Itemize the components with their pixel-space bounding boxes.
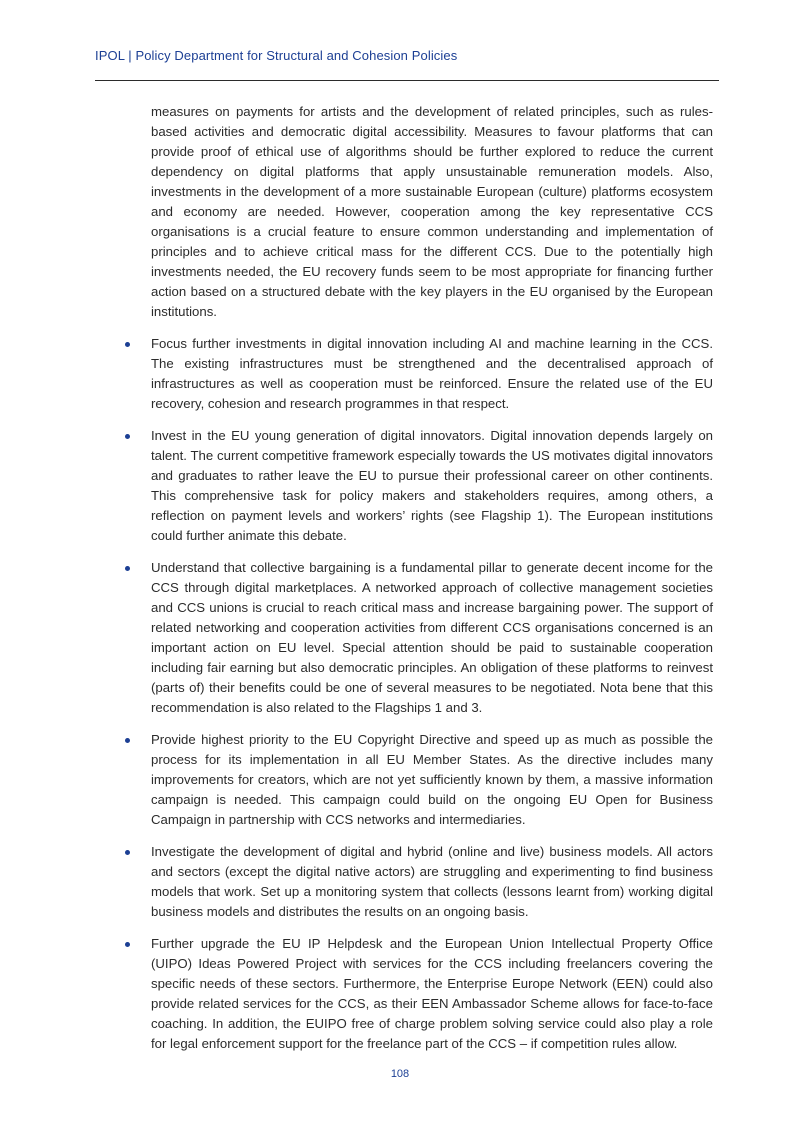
list-item xyxy=(151,730,713,830)
list-item-text: Investigate the development of digital and hybrid (online and live) business models. All actors and sectors (except the digital native actors) are struggling and experimenting to find business models that work. Set up a monitoring system that collects (lessons learnt from) working digital business models and distributes the results on an ongoing basis. xyxy=(151,844,713,919)
list-item-text: Focus further investments in digital innovation including AI and machine learning in the CCS. The existing infrastructures must be strengthened and the decentralised approach of infrastructures as well as cooperation must be reinforced. Ensure the related use of the EU recovery, cohesion and research programmes in that respect. xyxy=(151,336,713,411)
bullet-icon xyxy=(125,342,130,347)
list-item-text: Invest in the EU young generation of digital innovators. Digital innovation depends largely on talent. The current competitive framework especially towards the US motivates digital innovators and graduates to rather leave the EU to pursue their professional career on other continents. This comprehensive task for policy makers and stakeholders requires, among others, a reflection on payment levels and workers’ rights (see Flagship 1). The European institutions could further animate this debate. xyxy=(151,428,713,543)
list-item xyxy=(151,842,713,922)
intro-paragraph: measures on payments for artists and the development of related principles, such as rules-based activities and democratic digital accessibility. Measures to favour platforms that can provide proof of ethical use of algorithms should be further explored to reduce the current dependency on digital platforms that apply unsustainable remuneration models. Also, investments in the development of a more sustainable European (culture) platforms ecosystem and economy are needed. However, cooperation among the key representative CCS organisations is a crucial feature to ensure common understanding and implementation of principles and to achieve critical mass for the different CCS. Due to the potentially high investments needed, the EU recovery funds seem to be most appropriate for financing further action based on a structured debate with the key players in the EU organised by the European institutions. xyxy=(151,104,713,319)
bullet-icon xyxy=(125,738,130,743)
document-body xyxy=(151,102,713,1066)
list-item-text: Further upgrade the EU IP Helpdesk and the European Union Intellectual Property Office (UIPO) Ideas Powered Project with services for the CCS including freelancers covering the specific needs of these sectors. Furthermore, the Enterprise Europe Network (EEN) could also provide related services for the CCS, as their EEN Ambassador Scheme allows for face-to-face coaching. In addition, the EUIPO free of charge problem solving service could also play a role for legal enforcement support for the freelance part of the CCS – if competition rules allow. xyxy=(151,936,713,1051)
bullet-icon xyxy=(125,942,130,947)
list-item xyxy=(151,334,713,414)
list-item-text: Provide highest priority to the EU Copyright Directive and speed up as much as possible the process for its implementation in all EU Member States. As the directive includes many improvements for creators, which are not yet sufficiently known by them, a massive information campaign is needed. This campaign could build on the ongoing EU Open for Business Campaign in partnership with CCS networks and intermediaries. xyxy=(151,732,713,827)
recommendation-list xyxy=(151,334,713,1054)
running-header: IPOL | Policy Department for Structural and Cohesion Policies xyxy=(95,48,458,63)
list-item xyxy=(151,426,713,546)
list-item xyxy=(151,934,713,1054)
list-item xyxy=(151,558,713,718)
page-number: 108 xyxy=(390,1068,410,1080)
header-divider xyxy=(95,80,719,81)
list-item-text: Understand that collective bargaining is a fundamental pillar to generate decent income for the CCS through digital marketplaces. A networked approach of collective management societies and CCS unions is crucial to reach critical mass and increase bargaining power. The support of related networking and cooperation activities from different CCS organisations concerned is an important action on EU level. Special attention should be paid to sustainable cooperation including fair earning but also democratic principles. An obligation of these platforms to reinvest (parts of) their benefits could be one of several measures to be negotiated. Nota bene that this recommendation is also related to the Flagships 1 and 3. xyxy=(151,560,713,715)
bullet-icon xyxy=(125,434,130,439)
bullet-icon xyxy=(125,850,130,855)
bullet-icon xyxy=(125,566,130,571)
